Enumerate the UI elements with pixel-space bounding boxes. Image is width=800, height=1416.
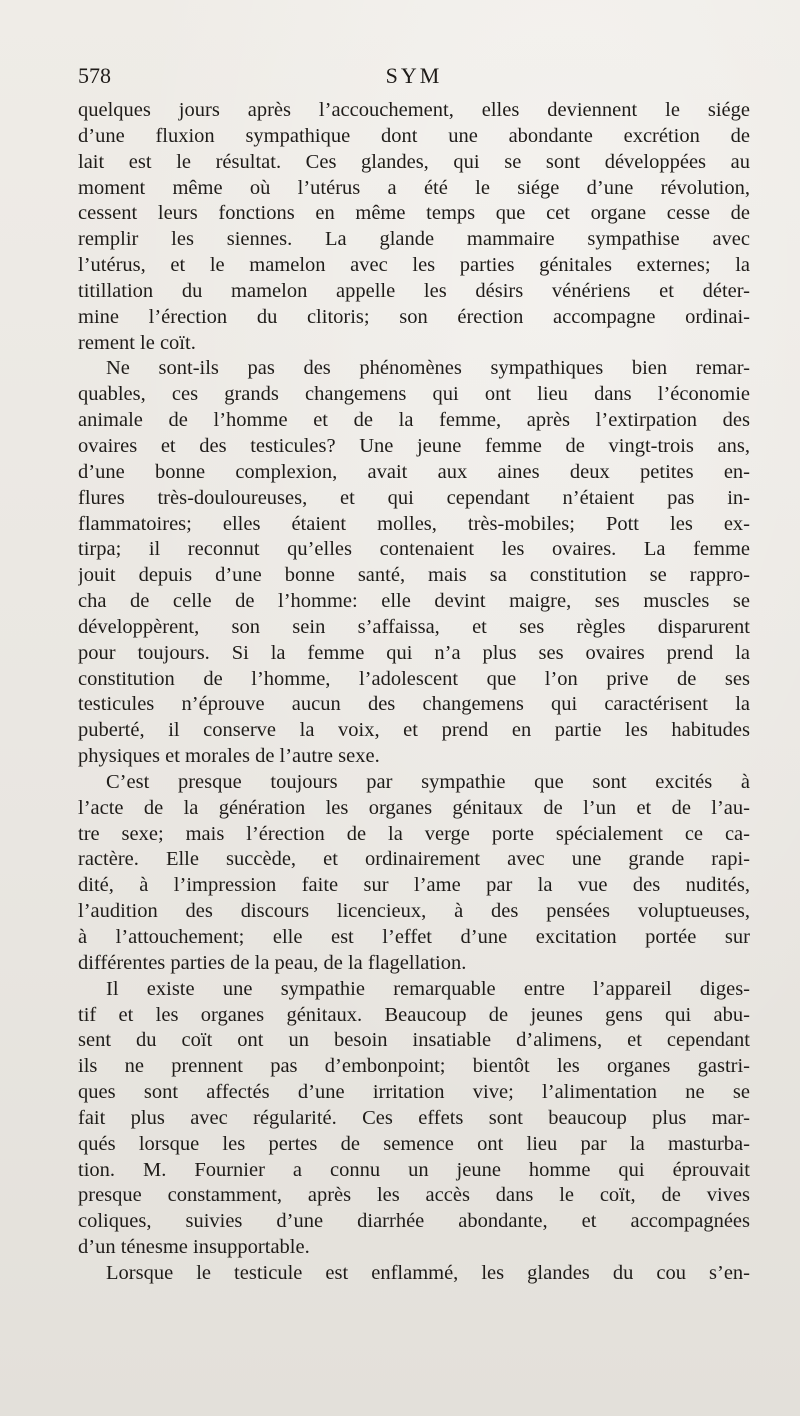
text-line: ovaires et des testicules? Une jeune femme de vingt-trois ans, (78, 434, 750, 457)
text-line: Il existe une sympathie remarquable entre l’appareil diges- (106, 977, 750, 1000)
page-number: 578 (78, 63, 111, 88)
text-line: tirpa; il reconnut qu’elles contenaient les ovaires. La femme (78, 538, 750, 561)
text-line: pour toujours. Si la femme qui n’a plus ses ovaires prend la (78, 641, 750, 664)
text-line: puberté, il conserve la voix, et prend en partie les habitudes (78, 719, 750, 742)
text-line: quelques jours après l’accouchement, elles deviennent le siége (78, 99, 750, 121)
text-line: lait est le résultat. Ces glandes, qui se sont développées au (78, 150, 750, 173)
text-line: mine l’érection du clitoris; son érection accompagne ordinai- (78, 305, 750, 328)
text-line: physiques et morales de l’autre sexe. (78, 745, 380, 768)
text-line: l’acte de la génération les organes génitaux de l’un et de l’au- (78, 796, 750, 819)
text-line: développèrent, son sein s’affaissa, et ses règles disparurent (78, 615, 750, 638)
running-head: SYM (385, 63, 443, 88)
text-line: cha de celle de l’homme: elle devint maigre, ses muscles se (78, 590, 750, 613)
text-line: différentes parties de la peau, de la flagellation. (78, 951, 467, 974)
text-line: l’utérus, et le mamelon avec les parties génitales externes; la (78, 254, 750, 277)
page-header (78, 63, 750, 93)
text-line: d’un ténesme insupportable. (78, 1236, 310, 1259)
paragraph (78, 770, 750, 977)
text-line: dité, à l’impression faite sur l’ame par la vue des nudités, (78, 874, 750, 897)
text-line: Lorsque le testicule est enflammé, les glandes du cou s’en- (106, 1261, 750, 1284)
text-line: ils ne prennent pas d’embonpoint; bientôt les organes gastri- (78, 1055, 750, 1078)
text-line: ractère. Elle succède, et ordinairement avec une grande rapi- (78, 848, 750, 871)
text-line: moment même où l’utérus a été le siége d’une révolution, (78, 176, 750, 199)
text-line: rement le coït. (78, 331, 196, 354)
text-line: testicules n’éprouve aucun des changemens qui caractérisent la (78, 693, 750, 716)
text-line: coliques, suivies d’une diarrhée abondante, et accompagnées (78, 1210, 750, 1233)
text-line: cessent leurs fonctions en même temps que cet organe cesse de (78, 202, 750, 225)
paragraph (78, 98, 750, 356)
text-line: à l’attouchement; elle est l’effet d’une excitation portée sur (78, 926, 750, 948)
text-line: Ne sont-ils pas des phénomènes sympathiques bien remar- (106, 357, 750, 380)
text-line: d’une bonne complexion, avait aux aines deux petites en- (78, 460, 750, 483)
text-line: ques sont affectés d’une irritation vive; l’alimentation ne se (78, 1081, 750, 1104)
text-line: quables, ces grands changemens qui ont lieu dans l’économie (78, 383, 750, 406)
body-text (78, 98, 750, 1287)
text-line: l’audition des discours licencieux, à des pensées voluptueuses, (78, 900, 750, 923)
text-line: qués lorsque les pertes de semence ont lieu par la masturba- (78, 1132, 750, 1155)
text-line: jouit depuis d’une bonne santé, mais sa constitution se rappro- (78, 564, 750, 587)
text-line: fait plus avec régularité. Ces effets sont beaucoup plus mar- (78, 1106, 750, 1129)
paragraph (78, 356, 750, 770)
text-line: flures très-douloureuses, et qui cependant n’étaient pas in- (78, 486, 750, 509)
text-line: constitution de l’homme, l’adolescent que l’on prive de ses (78, 667, 750, 690)
text-line: animale de l’homme et de la femme, après l’extirpation des (78, 409, 750, 432)
text-line: tre sexe; mais l’érection de la verge porte spécialement ce ca- (78, 822, 750, 845)
text-line: remplir les siennes. La glande mammaire sympathise avec (78, 228, 750, 251)
text-line: sent du coït ont un besoin insatiable d’alimens, et cependant (78, 1029, 750, 1052)
text-line: flammatoires; elles étaient molles, très-mobiles; Pott les ex- (78, 512, 750, 535)
paragraph (78, 1261, 750, 1287)
paragraph (78, 977, 750, 1261)
text-line: tif et les organes génitaux. Beaucoup de jeunes gens qui abu- (78, 1003, 750, 1026)
text-line: tion. M. Fournier a connu un jeune homme qui éprouvait (78, 1158, 750, 1181)
text-line: C’est presque toujours par sympathie que sont excités à (106, 770, 750, 793)
text-line: titillation du mamelon appelle les désirs vénériens et déter- (78, 279, 750, 302)
text-line: d’une fluxion sympathique dont une abondante excrétion de (78, 124, 750, 147)
text-line: presque constamment, après les accès dans le coït, de vives (78, 1184, 750, 1207)
